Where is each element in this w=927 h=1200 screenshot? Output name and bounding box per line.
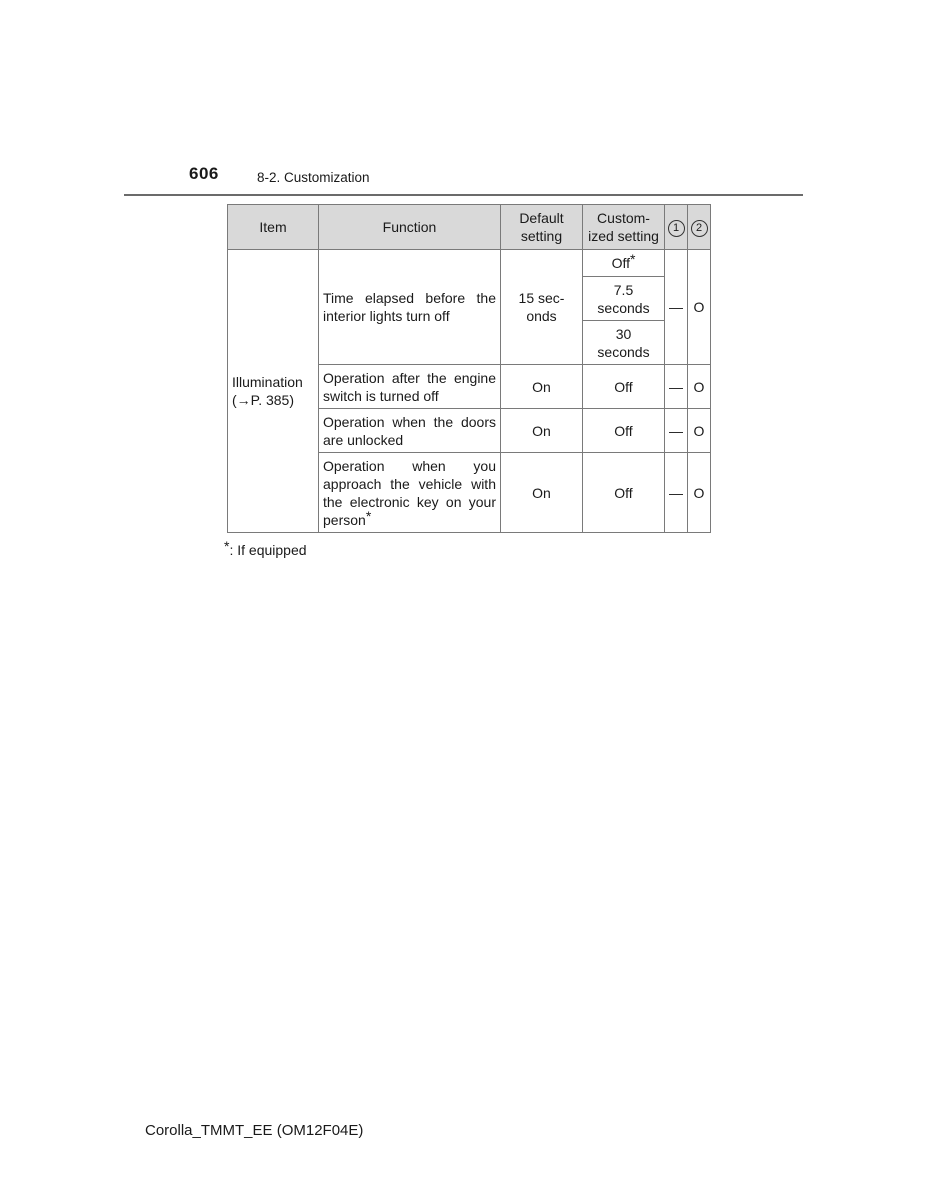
circled-two-icon: 2 bbox=[691, 220, 708, 237]
table-row bbox=[228, 250, 711, 277]
function-cell: Operation after the engine switch is turned off bbox=[319, 365, 501, 409]
footnote-text: : If equipped bbox=[229, 542, 307, 558]
header-custom-line2: ized setting bbox=[588, 228, 659, 244]
function-cell: Time elapsed before the interior lights turn off bbox=[319, 250, 501, 365]
default-line1: 15 sec- bbox=[518, 290, 565, 306]
circled-one-icon: 1 bbox=[668, 220, 685, 237]
col1-cell: — bbox=[665, 453, 688, 533]
asterisk-mark: * bbox=[224, 538, 230, 554]
col1-cell: — bbox=[665, 409, 688, 453]
custom-option-line2: seconds bbox=[597, 299, 650, 316]
function-cell bbox=[319, 453, 501, 533]
header-default-line1: Default bbox=[519, 210, 564, 226]
default-cell: On bbox=[501, 453, 583, 533]
header-item: Item bbox=[228, 205, 319, 250]
header-col-1 bbox=[665, 205, 688, 250]
header-customized-setting bbox=[583, 205, 665, 250]
custom-option-cell bbox=[583, 277, 665, 321]
header-custom-line1: Custom- bbox=[597, 210, 650, 226]
col1-cell: — bbox=[665, 365, 688, 409]
item-name: Illumination bbox=[232, 374, 303, 390]
custom-cell: Off bbox=[583, 409, 665, 453]
customization-table bbox=[227, 204, 711, 533]
custom-option-cell bbox=[583, 321, 665, 365]
footnote bbox=[224, 538, 307, 558]
custom-cell: Off bbox=[583, 453, 665, 533]
custom-option-cell bbox=[583, 250, 665, 277]
custom-option-line1: 7.5 bbox=[613, 281, 634, 298]
asterisk-mark: * bbox=[365, 507, 372, 524]
item-ref: (→P. 385) bbox=[232, 392, 294, 408]
header-default-setting bbox=[501, 205, 583, 250]
col2-cell: O bbox=[688, 250, 711, 365]
section-title: 8-2. Customization bbox=[257, 170, 370, 185]
custom-cell: Off bbox=[583, 365, 665, 409]
default-cell: On bbox=[501, 409, 583, 453]
page-footer: Corolla_TMMT_EE (OM12F04E) bbox=[145, 1122, 364, 1139]
page-header bbox=[124, 164, 803, 196]
custom-option-line2: seconds bbox=[597, 343, 650, 360]
item-cell bbox=[228, 250, 319, 533]
col2-cell: O bbox=[688, 409, 711, 453]
default-cell bbox=[501, 250, 583, 365]
header-col-2 bbox=[688, 205, 711, 250]
page-number: 606 bbox=[189, 164, 219, 183]
custom-option-text: Off bbox=[611, 255, 630, 271]
custom-option-line1: 30 bbox=[615, 325, 632, 342]
default-cell: On bbox=[501, 365, 583, 409]
function-cell: Operation when the doors are unlocked bbox=[319, 409, 501, 453]
header-default-line2: setting bbox=[520, 228, 563, 244]
table-header-row bbox=[228, 205, 711, 250]
col2-cell: O bbox=[688, 453, 711, 533]
col1-cell: — bbox=[665, 250, 688, 365]
asterisk-mark: * bbox=[629, 251, 636, 267]
col2-cell: O bbox=[688, 365, 711, 409]
header-function: Function bbox=[319, 205, 501, 250]
function-text: Operation when you approach the vehicle with the electronic key on your person bbox=[323, 457, 496, 528]
default-line2: onds bbox=[526, 308, 557, 324]
